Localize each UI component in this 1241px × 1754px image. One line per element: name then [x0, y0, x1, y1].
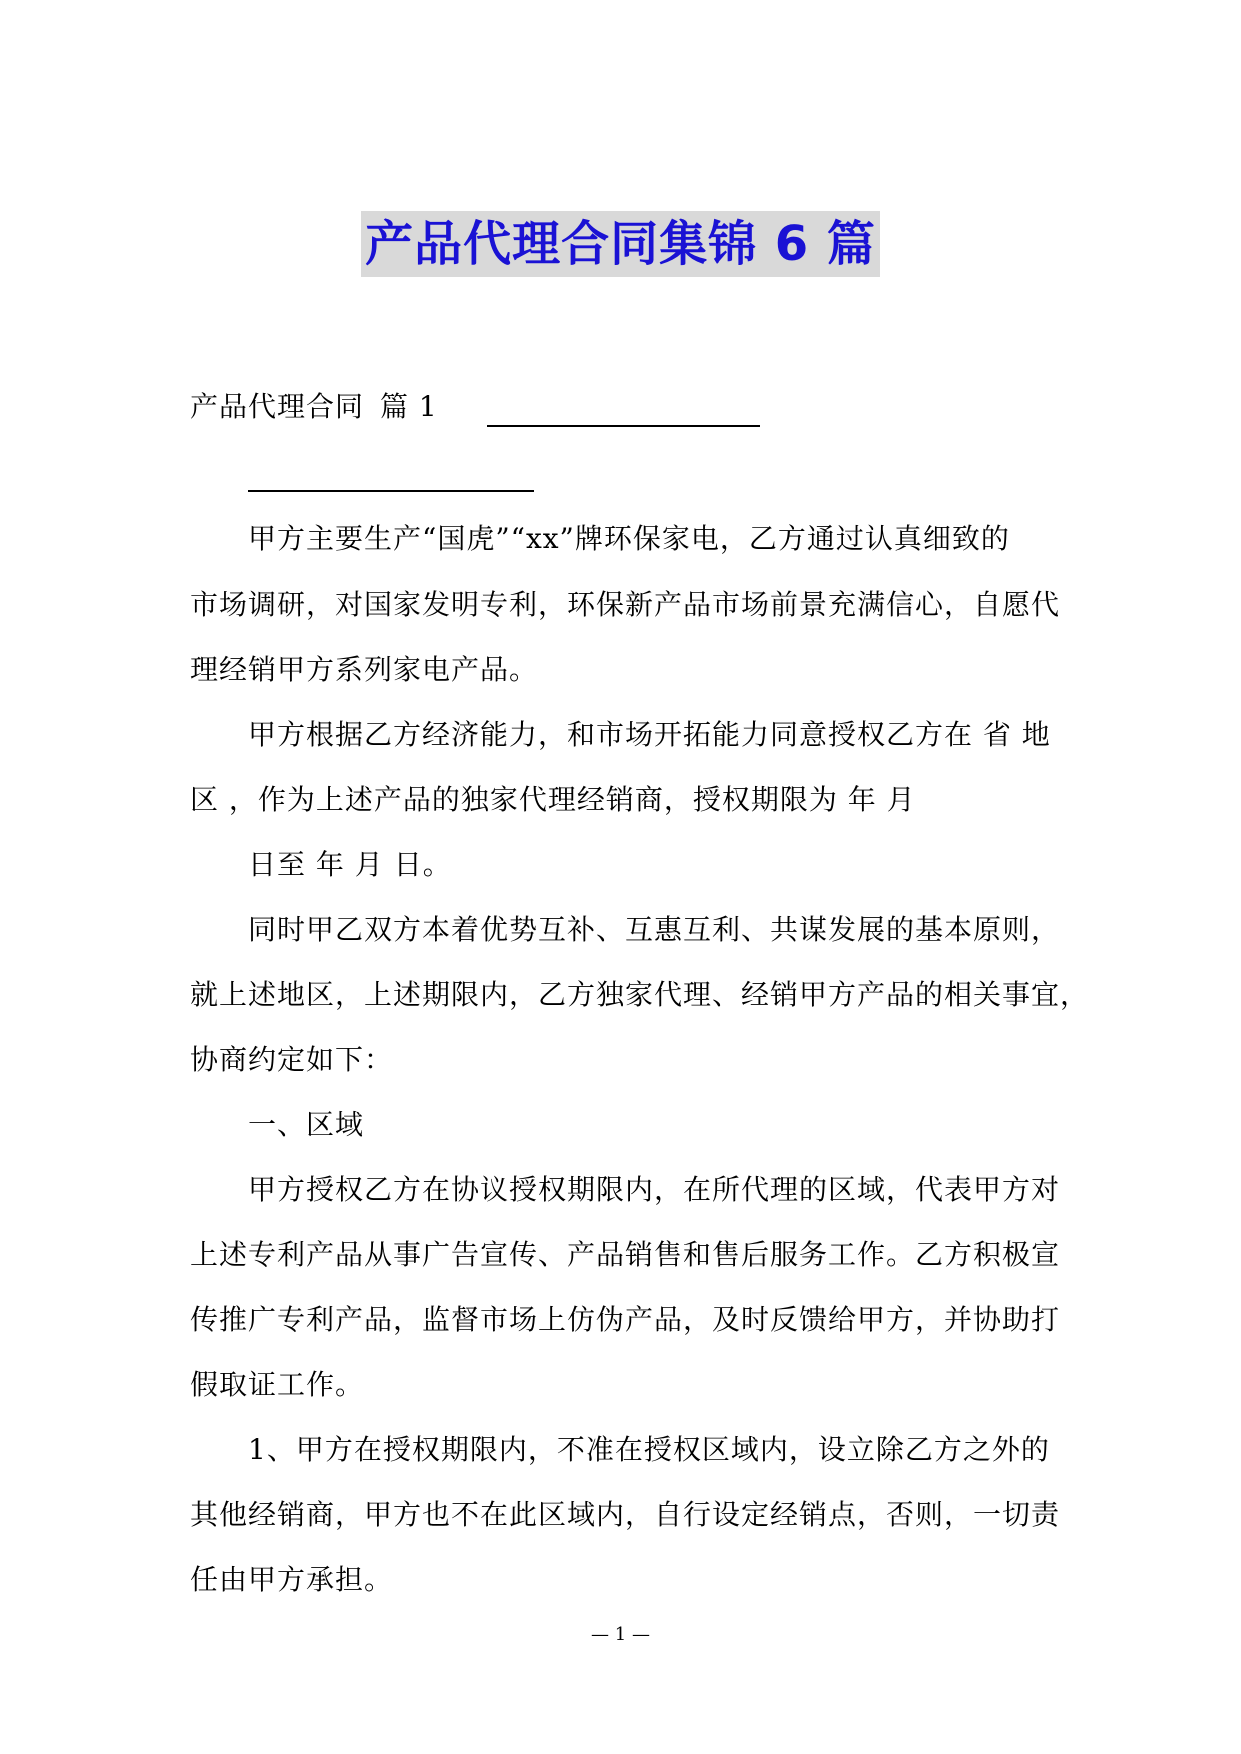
paragraph-line: 任由甲方承担。: [190, 1563, 394, 1596]
heading-section: 篇 1: [380, 390, 438, 423]
paragraph-line: 上述专利产品从事广告宣传、产品销售和售后服务工作。乙方积极宣: [190, 1238, 1061, 1271]
paragraph-line: 甲方根据乙方经济能力，和市场开拓能力同意授权乙方在 省 地: [248, 718, 1051, 751]
paragraph-line: 其他经销商，甲方也不在此区域内，自行设定经销点，否则，一切责: [190, 1498, 1061, 1531]
section-heading: 一、区域: [248, 1108, 365, 1141]
paragraph-line: 区 ，作为上述产品的独家代理经销商，授权期限为 年 月: [190, 783, 916, 816]
blank-line: [248, 490, 534, 492]
paragraph-line: 假取证工作。: [190, 1368, 365, 1401]
paragraph-line: 甲方主要生产“国虎”“xx”牌环保家电，乙方通过认真细致的: [248, 522, 1010, 555]
paragraph-line: 传推广专利产品，监督市场上仿伪产品，及时反馈给甲方，并协助打: [190, 1303, 1061, 1336]
paragraph-line: 理经销甲方系列家电产品。: [190, 653, 539, 686]
paragraph-line: 同时甲乙双方本着优势互补、互惠互利、共谋发展的基本原则，: [248, 913, 1061, 946]
paragraph-line: 1、甲方在授权期限内，不准在授权区域内，设立除乙方之外的: [248, 1433, 1050, 1466]
paragraph-line: 日至 年 月 日。: [248, 848, 452, 881]
paragraph-line: 市场调研，对国家发明专利，环保新产品市场前景充满信心，自愿代: [190, 588, 1061, 621]
paragraph-line: 甲方授权乙方在协议授权期限内，在所代理的区域，代表甲方对: [248, 1173, 1061, 1206]
heading-label: 产品代理合同: [190, 390, 365, 423]
paragraph-line: 协商约定如下：: [190, 1043, 394, 1076]
paragraph-line: 就上述地区，上述期限内，乙方独家代理、经销甲方产品的相关事宜，: [190, 978, 1090, 1011]
document-title: 产品代理合同集锦 6 篇: [361, 211, 880, 277]
blank-line: [487, 425, 760, 427]
page-number: — 1 —: [591, 1624, 650, 1645]
title-container: [0, 211, 1241, 277]
